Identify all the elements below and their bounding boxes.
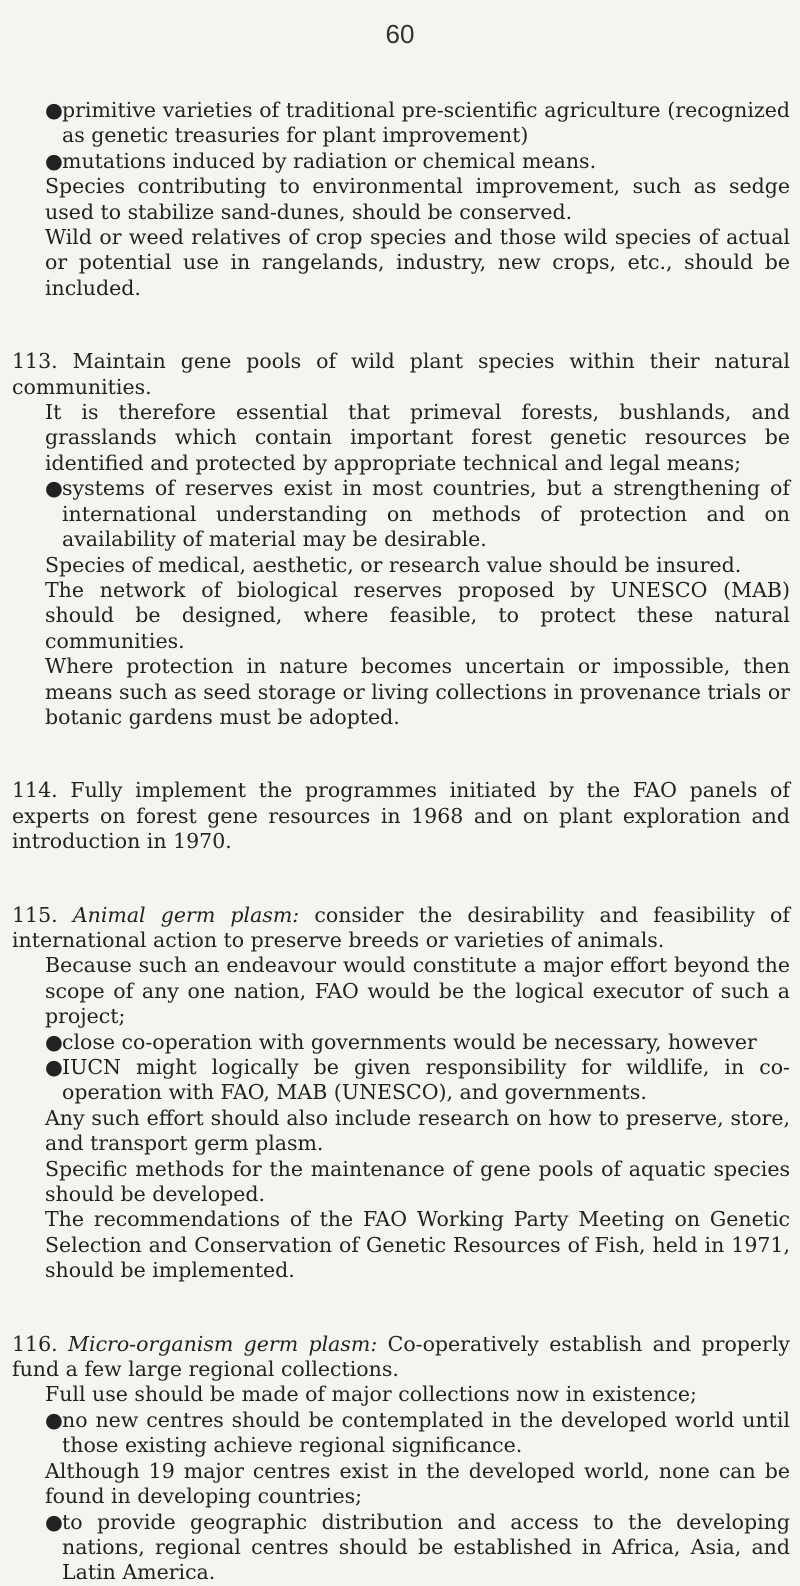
- paragraph-text: IUCN might logically be given responsibility for wildlife, in co-operation with FAO, MAB (UNESCO), and governments.: [62, 1055, 790, 1105]
- bullet-item: [12, 1408, 790, 1459]
- section-114-heading: [12, 778, 790, 854]
- paragraph-text: primitive varieties of traditional pre-scientific agriculture (recognized as genetic treasuries for plant improvement): [62, 98, 790, 148]
- bullet-item: [12, 1510, 790, 1586]
- paragraph-text: mutations induced by radiation or chemical means.: [62, 148, 597, 173]
- section-113-heading: [12, 349, 790, 400]
- paragraph: Wild or weed relatives of crop species and those wild species of actual or potential use in rangelands, industry, new crops, etc., should be included.: [45, 225, 790, 300]
- paragraph: Because such an endeavour would constitute a major effort beyond the scope of any one nation, FAO would be the logical executor of such a project;: [45, 953, 790, 1029]
- paragraph: It is therefore essential that primeval forests, bushlands, and grasslands which contain important forest genetic resources be identified and protected by appropriate technical and legal means;: [45, 400, 790, 475]
- bullet-icon: ●: [45, 1509, 63, 1534]
- bullet-icon: ●: [45, 148, 63, 173]
- section-number: 115.: [12, 902, 58, 927]
- bullet-icon: ●: [45, 1055, 63, 1079]
- paragraph-text: close co-operation with governments would be necessary, however: [62, 1029, 757, 1054]
- bullet-item: [12, 1055, 790, 1106]
- paragraph: Species of medical, aesthetic, or research value should be insured.: [45, 552, 742, 577]
- section-text: consider the desirability and feasibility of international action to preserve breeds or varieties of animals.: [12, 902, 790, 952]
- bullet-item: [12, 476, 790, 552]
- bullet-icon: ●: [45, 1029, 63, 1054]
- paragraph-text: systems of reserves exist in most countries, but a strengthening of international understanding on methods of protection and on availability of material may be desirable.: [62, 476, 790, 552]
- paragraph: Specific methods for the maintenance of gene pools of aquatic species should be developed.: [45, 1156, 790, 1207]
- paragraph: Any such effort should also include research on how to preserve, store, and transport germ plasm.: [45, 1105, 790, 1156]
- section-116-heading: [12, 1332, 790, 1383]
- paragraph-text: no new centres should be contemplated in the developed world until those existing achieve regional significance.: [62, 1407, 790, 1458]
- section-title: Micro-organism germ plasm:: [68, 1331, 378, 1356]
- bullet-icon: ●: [45, 1407, 63, 1432]
- section-number: 114.: [12, 778, 58, 803]
- bullet-icon: ●: [45, 476, 63, 501]
- page-body: [12, 98, 790, 1586]
- section-title: Animal germ plasm:: [72, 902, 300, 927]
- section-number: 116.: [12, 1331, 58, 1356]
- section-text: Fully implement the programmes initiated by the FAO panels of experts on forest gene resources in 1968 and on plant exploration and introduction in 1970.: [12, 778, 790, 854]
- bullet-item: [12, 149, 790, 174]
- paragraph: The recommendations of the FAO Working Party Meeting on Genetic Selection and Conservation of Genetic Resources of Fish, held in 1971, should be implemented.: [45, 1207, 790, 1283]
- section-number: 113.: [12, 349, 58, 374]
- paragraph: Where protection in nature becomes uncertain or impossible, then means such as seed storage or living collections in provenance trials or botanic gardens must be adopted.: [45, 654, 790, 729]
- paragraph: Full use should be made of major collections now in existence;: [45, 1382, 697, 1407]
- paragraph: The network of biological reserves proposed by UNESCO (MAB) should be designed, where feasible, to protect these natural communities.: [45, 577, 790, 653]
- section-text: Co-operatively establish and properly fund a few large regional collections.: [12, 1331, 790, 1382]
- paragraph-text: to provide geographic distribution and access to the developing nations, regional centres should be established in Africa, Asia, and Latin America.: [62, 1509, 790, 1585]
- paragraph: Although 19 major centres exist in the developed world, none can be found in developing countries;: [45, 1458, 790, 1509]
- bullet-icon: ●: [45, 98, 63, 122]
- page-number: 60: [385, 19, 415, 49]
- section-115-heading: [12, 903, 790, 954]
- section-text: Maintain gene pools of wild plant species within their natural communities.: [12, 349, 790, 399]
- paragraph: Species contributing to environmental improvement, such as sedge used to stabilize sand-dunes, should be conserved.: [45, 174, 790, 224]
- bullet-item: [12, 1030, 790, 1055]
- bullet-item: [12, 98, 790, 149]
